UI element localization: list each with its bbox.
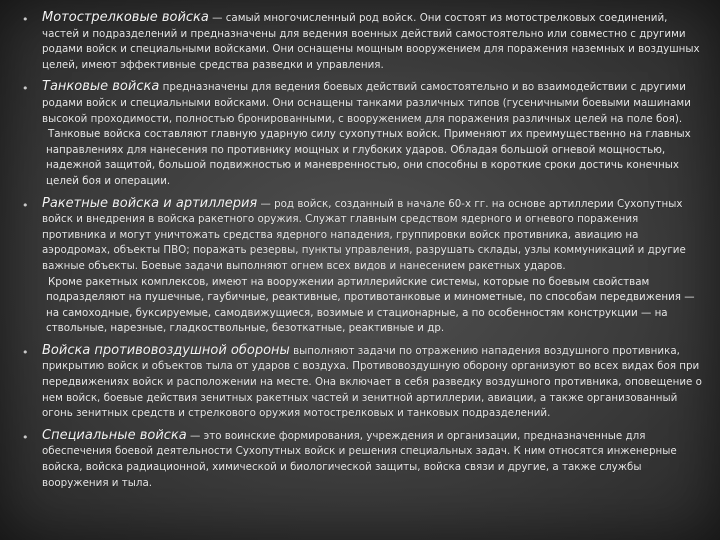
text-tank: предназначены для ведения боевых действий самостоятельно и во взаимодействии с другими родами войск и специальными войсками. Они оснащены танками различных типов (гусеничными боевыми машинами высокой проходимости, полностью бронированными, с вооружением для поражения различных целей на поле боя). <box>42 81 691 125</box>
bullet-icon: • <box>22 82 29 96</box>
list-item-special <box>20 428 704 491</box>
term-tank: Танковые войска <box>42 79 160 95</box>
list-item-motorized <box>20 10 704 73</box>
list-item-tank <box>20 79 704 189</box>
text-missile-artillery: — род войск, созданный в начале 60-х гг. на основе артиллерии Сухопутных войск и внедрения в войска ракетного оружия. Служат главным средством ядерного и огневого поражения противника и могут уничтожать средства ядерного нападения, группировки войск противника, авиацию на аэродромах, объекты ПВО; поражать резервы, пункты управления, разрушать склады, узлы коммуникаций и другие важные объекты. Боевые задачи выполняют огнем всех видов и нанесением ракетных ударов. <box>42 197 686 272</box>
slide-content <box>20 10 704 497</box>
bullet-icon: • <box>22 198 29 212</box>
text-special: — это воинские формирования, учреждения и организации, предназначенные для обеспечения боевой деятельности Сухопутных войск и решения специальных задач. К ним относятся инженерные войска, войска радиационной, химической и биологической защиты, войска связи и другие, а также службы вооружения и тыла. <box>42 429 677 489</box>
paragraph-missile-artillery <box>42 196 704 275</box>
term-air-defense: Войска противовоздушной обороны <box>42 342 290 358</box>
bullet-icon: • <box>22 345 29 359</box>
text-motorized: — самый многочисленный род войск. Они состоят из мотострелковых соединений, частей и подразделений и предназначены для ведения военных действий самостоятельно или совместно с другими родами войск и специальными войсками. Они оснащены мощным вооружением для поражения наземных и воздушных целей, имеют эффективные средства разведки и управления. <box>42 12 700 71</box>
term-missile-artillery: Ракетные войска и артиллерия <box>42 195 258 211</box>
text-air-defense: выполняют задачи по отражению нападения воздушного противника, прикрытию войск и объектов тыла от ударов с воздуха. Противовоздушную оборону организуют во всех видах боя при передвижениях войск и расположении на месте. Она включает в себя разведку воздушного противника, оповещение о нем войск, боевые действия зенитных ракетных частей и зенитной артиллерии, авиации, а также организованный огонь зенитных средств и стрелкового оружия мотострелковых и танковых подразделений. <box>42 344 702 420</box>
list-item-missile-artillery <box>20 196 704 337</box>
paragraph-tank-extra: Танковые войска составляют главную ударную силу сухопутных войск. Применяют их преимущественно на главных направлениях для нанесения по противнику мощных и глубоких ударов. Обладая большой огневой мощностью, надежной защитой, большой подвижностью и маневренностью, они способны в короткие сроки достичь конечных целей боя и операции. <box>46 128 691 187</box>
paragraph-missile-artillery-extra: Кроме ракетных комплексов, имеют на вооружении артиллерийские системы, которые по боевым свойствам подразделяют на пушечные, гаубичные, реактивные, противотанковые и минометные, по способам передвижения —на самоходные, буксируемые, самодвижущиеся, возимые и стационарные, а по особенностям конструкции — на ствольные, нарезные, гладкоствольные, безоткатные, реактивные и др. <box>46 275 695 335</box>
list-item-air-defense <box>20 343 704 422</box>
paragraph-motorized <box>42 10 704 73</box>
term-motorized: Мотострелковые войска <box>42 10 209 25</box>
bullet-icon: • <box>22 430 29 444</box>
term-special: Специальные войска <box>42 427 187 443</box>
bullet-icon: • <box>22 13 29 26</box>
paragraph-special <box>42 428 704 491</box>
paragraph-air-defense <box>42 343 704 422</box>
paragraph-tank <box>42 79 704 127</box>
